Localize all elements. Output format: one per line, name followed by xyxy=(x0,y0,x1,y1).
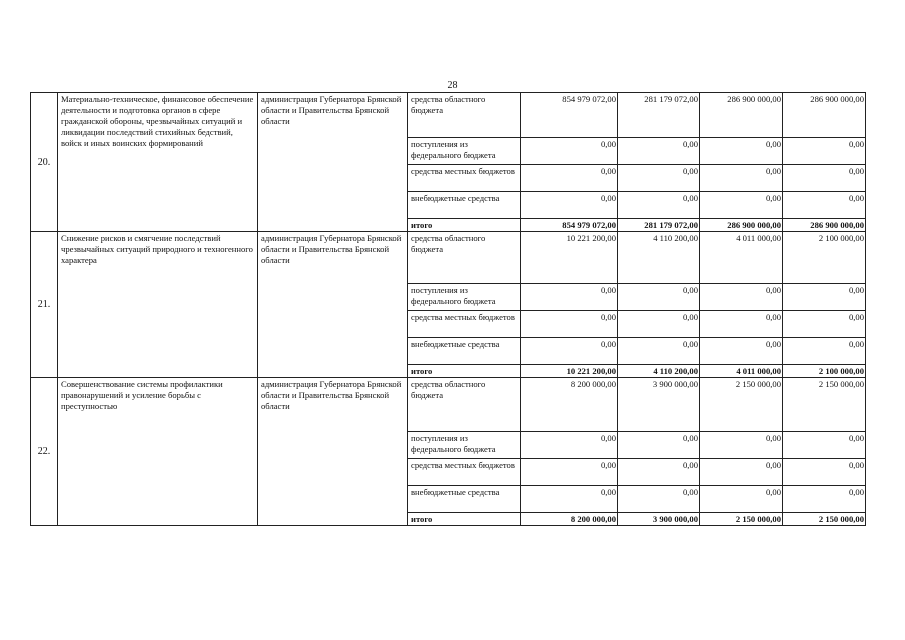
amount-cell: 4 011 000,00 xyxy=(700,232,783,284)
amount-cell: 854 979 072,00 xyxy=(521,93,618,138)
amount-cell: 0,00 xyxy=(700,165,783,192)
amount-cell: 286 900 000,00 xyxy=(783,219,866,232)
amount-cell: 2 150 000,00 xyxy=(783,378,866,432)
amount-cell: 0,00 xyxy=(618,486,700,513)
amount-cell: 0,00 xyxy=(521,192,618,219)
program-measures-table xyxy=(30,92,866,526)
funding-source-label: поступления из федерального бюджета xyxy=(408,138,521,165)
amount-cell: 854 979 072,00 xyxy=(521,219,618,232)
amount-cell: 0,00 xyxy=(783,311,866,338)
amount-cell: 286 900 000,00 xyxy=(783,93,866,138)
amount-cell: 0,00 xyxy=(783,165,866,192)
amount-cell: 0,00 xyxy=(700,311,783,338)
funding-source-row xyxy=(31,93,866,138)
amount-cell: 0,00 xyxy=(783,486,866,513)
amount-cell: 0,00 xyxy=(783,192,866,219)
funding-source-label: поступления из федерального бюджета xyxy=(408,432,521,459)
amount-cell: 2 150 000,00 xyxy=(700,378,783,432)
amount-cell: 2 100 000,00 xyxy=(783,365,866,378)
measure-executor: администрация Губернатора Брянской области и Правительства Брянской области xyxy=(258,378,408,526)
amount-cell: 281 179 072,00 xyxy=(618,219,700,232)
amount-cell: 0,00 xyxy=(618,338,700,365)
amount-cell: 0,00 xyxy=(783,432,866,459)
funding-source-label: средства областного бюджета xyxy=(408,378,521,432)
funding-source-label: внебюджетные средства xyxy=(408,192,521,219)
amount-cell: 8 200 000,00 xyxy=(521,513,618,526)
amount-cell: 0,00 xyxy=(521,138,618,165)
funding-source-label: средства местных бюджетов xyxy=(408,311,521,338)
amount-cell: 0,00 xyxy=(521,165,618,192)
funding-source-label: средства местных бюджетов xyxy=(408,165,521,192)
measure-name: Совершенствование системы профилактики правонарушений и усиление борьбы с преступностью xyxy=(58,378,258,526)
measure-number: 21. xyxy=(31,232,58,378)
amount-cell: 0,00 xyxy=(783,138,866,165)
amount-cell: 0,00 xyxy=(618,459,700,486)
amount-cell: 0,00 xyxy=(521,432,618,459)
amount-cell: 0,00 xyxy=(783,338,866,365)
amount-cell: 0,00 xyxy=(700,486,783,513)
measure-number: 20. xyxy=(31,93,58,232)
measure-name: Снижение рисков и смягчение последствий чрезвычайных ситуаций природного и техногенного характера xyxy=(58,232,258,378)
page-number: 28 xyxy=(447,80,458,91)
amount-cell: 10 221 200,00 xyxy=(521,232,618,284)
amount-cell: 0,00 xyxy=(700,459,783,486)
measure-executor: администрация Губернатора Брянской области и Правительства Брянской области xyxy=(258,232,408,378)
funding-source-label: средства областного бюджета xyxy=(408,232,521,284)
amount-cell: 3 900 000,00 xyxy=(618,513,700,526)
amount-cell: 4 110 200,00 xyxy=(618,365,700,378)
measure-name: Материально-техническое, финансовое обеспечение деятельности и подготовка органов в сфере гражданской обороны, чрезвычайных ситуаций и ликвидации последствий стихийных бедствий, войск и иных воинских формирований xyxy=(58,93,258,232)
amount-cell: 0,00 xyxy=(700,284,783,311)
amount-cell: 286 900 000,00 xyxy=(700,93,783,138)
amount-cell: 0,00 xyxy=(783,284,866,311)
funding-source-label: внебюджетные средства xyxy=(408,486,521,513)
amount-cell: 0,00 xyxy=(618,165,700,192)
amount-cell: 0,00 xyxy=(783,459,866,486)
funding-source-row xyxy=(31,378,866,432)
amount-cell: 4 110 200,00 xyxy=(618,232,700,284)
funding-source-label: итого xyxy=(408,513,521,526)
funding-source-label: итого xyxy=(408,365,521,378)
amount-cell: 4 011 000,00 xyxy=(700,365,783,378)
amount-cell: 0,00 xyxy=(521,284,618,311)
amount-cell: 0,00 xyxy=(700,432,783,459)
funding-source-row xyxy=(31,232,866,284)
funding-source-label: средства областного бюджета xyxy=(408,93,521,138)
amount-cell: 0,00 xyxy=(700,338,783,365)
table-body xyxy=(31,93,866,526)
amount-cell: 2 150 000,00 xyxy=(783,513,866,526)
funding-source-label: итого xyxy=(408,219,521,232)
amount-cell: 3 900 000,00 xyxy=(618,378,700,432)
funding-source-label: средства местных бюджетов xyxy=(408,459,521,486)
funding-source-label: поступления из федерального бюджета xyxy=(408,284,521,311)
funding-source-label: внебюджетные средства xyxy=(408,338,521,365)
amount-cell: 0,00 xyxy=(618,284,700,311)
amount-cell: 8 200 000,00 xyxy=(521,378,618,432)
amount-cell: 2 150 000,00 xyxy=(700,513,783,526)
amount-cell: 0,00 xyxy=(618,311,700,338)
amount-cell: 0,00 xyxy=(618,192,700,219)
amount-cell: 0,00 xyxy=(521,338,618,365)
amount-cell: 281 179 072,00 xyxy=(618,93,700,138)
measure-number: 22. xyxy=(31,378,58,526)
amount-cell: 0,00 xyxy=(618,138,700,165)
amount-cell: 0,00 xyxy=(700,192,783,219)
amount-cell: 0,00 xyxy=(618,432,700,459)
measure-executor: администрация Губернатора Брянской области и Правительства Брянской области xyxy=(258,93,408,232)
amount-cell: 286 900 000,00 xyxy=(700,219,783,232)
amount-cell: 10 221 200,00 xyxy=(521,365,618,378)
amount-cell: 0,00 xyxy=(700,138,783,165)
amount-cell: 0,00 xyxy=(521,459,618,486)
amount-cell: 2 100 000,00 xyxy=(783,232,866,284)
amount-cell: 0,00 xyxy=(521,486,618,513)
amount-cell: 0,00 xyxy=(521,311,618,338)
